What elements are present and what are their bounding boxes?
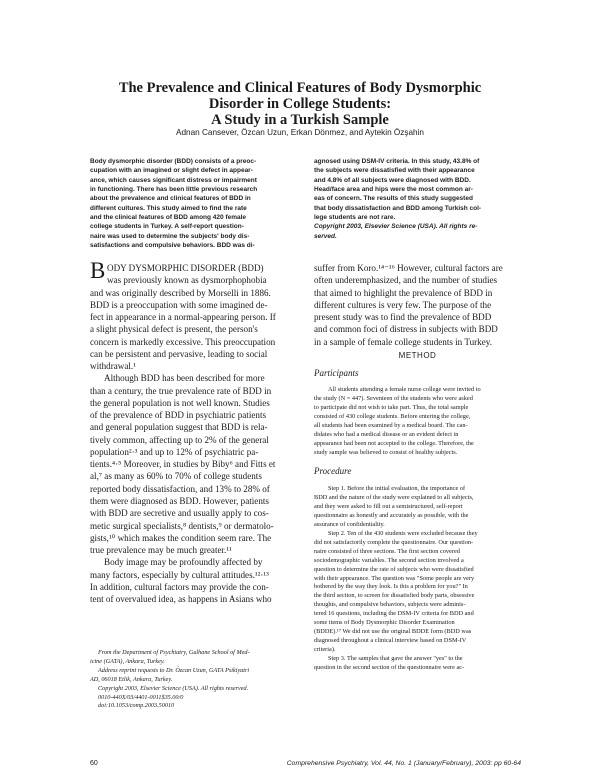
paper-title <box>60 80 540 128</box>
body-line: thoughts, and compulsive behaviors, subjects were adminis- <box>314 601 466 609</box>
body-line: fect in appearance in a normal-appearing person. If <box>90 312 276 323</box>
abstract-line: and the clinical features of BDD among 420 female <box>90 214 247 222</box>
body-line: gists,¹⁰ which makes the condition seem rare. The <box>90 532 272 543</box>
participants-text <box>314 386 521 458</box>
body-line: consisted of 430 college students. Before entering the college, <box>314 412 471 420</box>
footnote-line: icine (GATA), Ankara, Turkey. <box>90 657 165 665</box>
footnote-line: 0010-440X/03/4401-0011$35.00/0 <box>98 693 184 701</box>
body-line: and common foci of distress in subjects with BDD <box>314 324 498 335</box>
body-line: the general population is not well known. Studies <box>90 397 270 408</box>
abstract-line: lege students are not rare. <box>314 214 396 222</box>
body-line: bothered by the way they look. Is this a problem for you?" In <box>314 583 468 591</box>
abstract-line: satisfactions and compulsive behaviors. BDD was di- <box>90 242 255 250</box>
abstract-line: and 4.8% of all subjects were diagnosed with BDD. <box>314 176 471 184</box>
body-line: Body image may be profoundly affected by <box>104 557 263 568</box>
subsection-heading-procedure: Procedure <box>314 466 352 476</box>
body-line: and they were asked to fill out a semistructured, self-report <box>314 502 463 510</box>
body-line: did not satisfactorily complete the questionnaire. Our question- <box>314 538 474 546</box>
abstract-copyright-line: served. <box>314 232 337 240</box>
affiliation-footnote <box>90 649 295 711</box>
body-line: tent of overvalued idea, as happens in Asians who <box>90 594 272 605</box>
body-line: some items of Body Dysmorphic Disorder Examination <box>314 619 455 627</box>
body-line: study sample was believed to consist of healthy subjects. <box>314 448 458 456</box>
author-list: Adnan Cansever, Özcan Uzun, Erkan Dönmez, and Aytekin Özşahin <box>176 128 424 137</box>
body-line: can be persistent and pervasive, leading to social <box>90 348 268 359</box>
body-line: and was originally described by Morselli in 1886. <box>90 287 271 298</box>
body-line: a slight physical defect is present, the person's <box>90 324 258 335</box>
body-line: criteria). <box>314 646 336 654</box>
body-line: reported body dissatisfaction, and 13% to 28% of <box>90 483 270 494</box>
body-line: question to determine the rate of subjects who were dissatisfied <box>314 565 474 573</box>
title-line: The Prevalence and Clinical Features of Body Dysmorphic <box>118 80 482 96</box>
abstract-line: naire was used to determine the subjects' body dis- <box>90 232 250 240</box>
body-line: BDD is a preoccupation with some imagined de- <box>90 299 268 310</box>
abstract-line: ance, which causes significant distress or impairment <box>90 176 257 184</box>
abstract-line: the subjects were dissatisfied with their appearance <box>314 167 475 175</box>
body-line: many factors, especially by cultural attitudes.¹²·¹³ <box>90 569 269 580</box>
body-line: concern is markedly excessive. This preoccupation <box>90 336 276 347</box>
body-line: Step 2. Ten of the 430 students were excluded because they <box>328 529 478 537</box>
footnote-line: Copyright 2003, Elsevier Science (USA). All rights reserved. <box>98 684 249 692</box>
body-line: of the prevalence of BDD in psychiatric patients <box>90 410 267 421</box>
body-line: diagnosed throughout a clinical interview based on DSM-IV <box>314 637 467 645</box>
abstract-right-column <box>314 157 519 241</box>
body-line: Step 1. Before the initial evaluation, the importance of <box>328 485 466 492</box>
body-line: appearance had been not accepted to the college. Therefore, the <box>314 439 474 447</box>
abstract-line: in functioning. There has been little previous research <box>90 186 258 194</box>
body-line: metic surgical specialists,⁸ dentists,⁹ or dermatolo- <box>90 520 274 531</box>
body-line: BDD and the nature of the study were explained to all subjects, <box>314 493 474 501</box>
body-line: assurance of confidentiality. <box>314 520 385 528</box>
body-line: with BDD are secretive and usually apply to cos- <box>90 508 269 519</box>
journal-citation: Comprehensive Psychiatry, Vol. 44, No. 1 (January/February), 2003: pp 60-64 <box>286 760 521 767</box>
body-line: (BDDE).¹⁷ We did not use the original BDDE form (BDD was <box>314 628 472 636</box>
page-number: 60 <box>90 760 98 767</box>
body-left-column <box>90 258 293 605</box>
abstract-line: Head/face area and hips were the most common ar- <box>314 186 473 194</box>
body-line: true prevalence may be much greater.¹¹ <box>90 545 232 556</box>
body-line: suffer from Koro.¹⁴⁻¹⁶ However, cultural factors are <box>314 263 503 273</box>
body-line: ODY DYSMORPHIC DISORDER (BDD) <box>107 263 264 273</box>
abstract-line: that body dissatisfaction and BDD among Turkish col- <box>314 204 482 212</box>
abstract-line: about the prevalence and clinical features of BDD in <box>90 195 251 203</box>
body-line: in a sample of female college students in Turkey. <box>314 336 492 347</box>
body-line: questionnaire as honestly and accurately as possible, with the <box>314 511 469 519</box>
body-line: tients.⁴·⁵ Moreover, in studies by Biby⁶ and Fitts et <box>90 459 276 470</box>
body-line: the third section, to screen for dissatisfied body parts, obsessive <box>314 592 475 600</box>
body-line: the study (N = 447). Seventeen of the students who were asked <box>314 394 473 402</box>
body-line: naire consisted of three sections. The first section covered <box>314 547 460 555</box>
abstract-left-column <box>90 157 295 250</box>
title-line: Disorder in College Students: <box>208 96 392 112</box>
drop-cap: B <box>90 258 106 283</box>
body-line: question in the second section of the questionnaire were ac- <box>314 664 465 672</box>
abstract-line: agnosed using DSM-IV criteria. In this study, 43.8% of <box>314 158 480 165</box>
body-line: often underemphasized, and the number of studies <box>314 275 498 286</box>
body-line: with their appearance. The question was "Some people are very <box>314 574 475 582</box>
body-line: than a century, the true prevalence rate of BDD in <box>90 385 272 396</box>
body-line: sociodemographic variables. The second section involved a <box>314 556 464 564</box>
body-line: In addition, cultural factors may provide the con- <box>90 581 269 592</box>
body-line: to participate did not wish to take part. Thus, the total sample <box>314 403 469 411</box>
body-line: Step 3. The samples that gave the answer "yes" to the <box>328 655 463 663</box>
body-line: different cultures is very few. The purpose of the <box>314 299 492 310</box>
procedure-text <box>314 485 521 673</box>
footnote-line: From the Department of Psychiatry, Gulhane School of Med- <box>98 649 250 656</box>
footnote-line: AD, 06018 Etlik, Ankara, Turkey. <box>90 675 173 683</box>
section-heading-method: METHOD <box>398 351 437 360</box>
footnote-line: doi:10.1053/comp.2003.50010 <box>98 702 175 710</box>
body-line: and general population suggest that BDD is rela- <box>90 422 268 433</box>
abstract-line: eas of concern. The results of this study suggested <box>314 195 473 203</box>
title-line: A Study in a Turkish Sample <box>211 112 389 128</box>
body-line: population²·³ and up to 12% of psychiatric pa- <box>90 446 259 457</box>
body-line: tered 16 questions, including the DSM-IV criteria for BDD and <box>314 610 474 618</box>
abstract-copyright-line: Copyright 2003, Elsevier Science (USA). All rights re- <box>314 223 478 231</box>
abstract-line: college students in Turkey. A self-report question- <box>90 223 244 231</box>
abstract-line: Body dysmorphic disorder (BDD) consists of a preoc- <box>90 158 257 165</box>
abstract-line: cupation with an imagined or slight defect in appear- <box>90 167 253 175</box>
body-line: Although BDD has been described for more <box>104 373 265 384</box>
body-line: tively common, affecting up to 2% of the general <box>90 434 269 445</box>
body-line: al,⁷ as many as 60% to 70% of college students <box>90 471 262 482</box>
body-line: present study was to find the prevalence of BDD <box>314 312 492 323</box>
body-line: all students had been examined by a medical board. The can- <box>314 421 468 429</box>
body-line: All students attending a female nurse college were invited to <box>328 386 481 393</box>
footnote-line: Address reprint requests to Dr. Özcan Uzun, GATA Psikiyatri <box>98 666 250 674</box>
subsection-heading-participants: Participants <box>314 368 359 378</box>
abstract-line: different cultures. This study aimed to find the rate <box>90 204 247 212</box>
body-right-column <box>314 262 521 348</box>
body-line: was previously known as dysmorphophobia <box>107 275 267 286</box>
body-line: withdrawal.¹ <box>90 361 136 372</box>
body-line: didates who had a medical disease or an evident defect in <box>314 430 459 438</box>
body-line: that aimed to highlight the prevalence of BDD in <box>314 287 493 298</box>
body-line: them were diagnosed as BDD. However, patients <box>90 496 269 507</box>
